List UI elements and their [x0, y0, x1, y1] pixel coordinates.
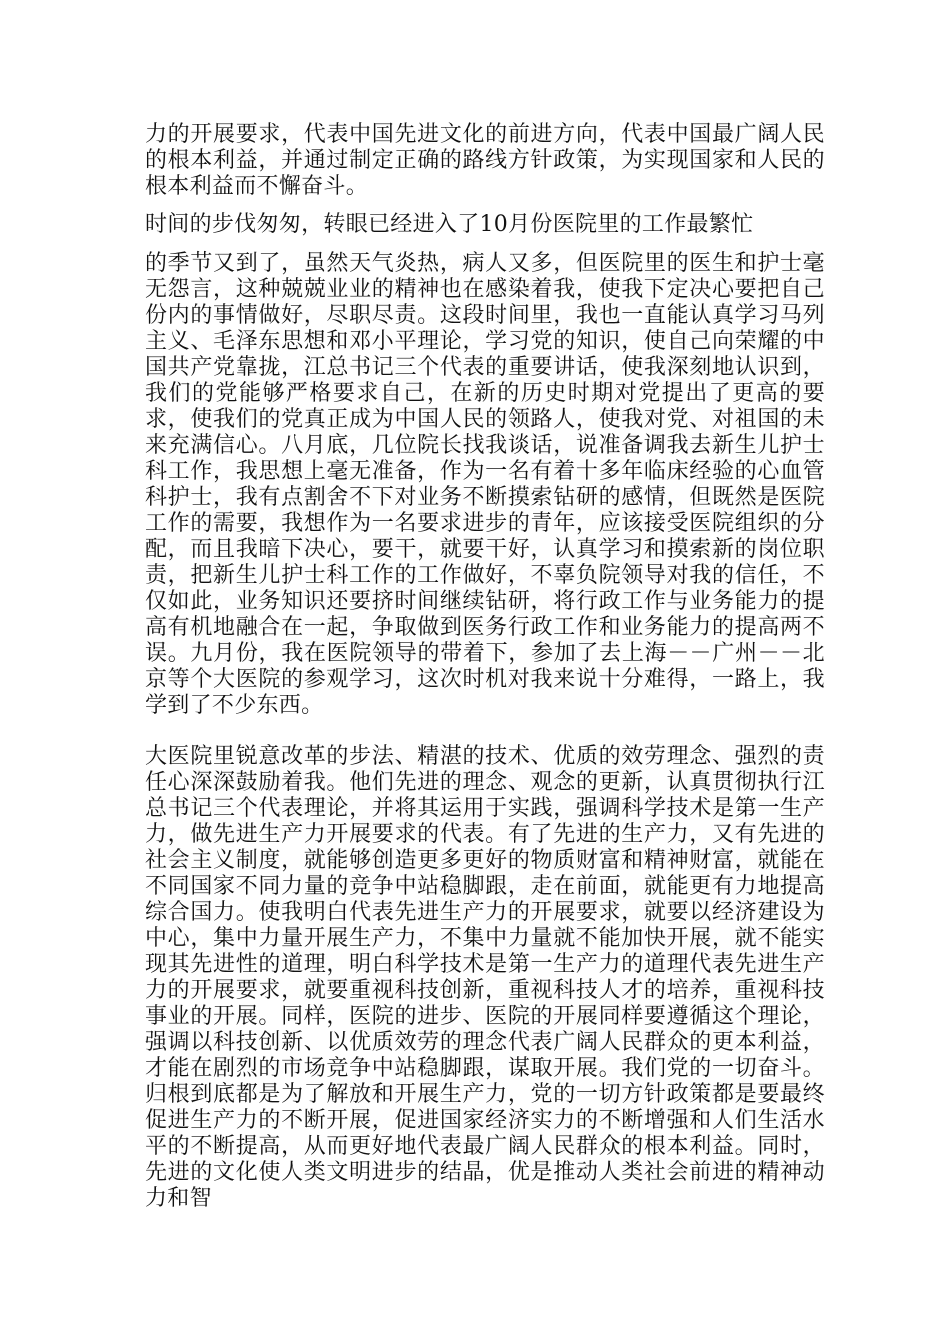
paragraph-3: 的季节又到了，虽然天气炎热，病人又多，但医院里的医生和护士毫无怨言，这种兢兢业业的精神也在感染着我，使我下定决心要把自己份内的事情做好，尽职尽责。这段时间里，我也一直能认真学习马列主义、毛泽东思想和邓小平理论，学习党的知识，使自己向荣耀的中国共产党靠拢，江总书记三个代表的重要讲话，使我深刻地认识到，我们的党能够严格要求自己，在新的历史时期对党提出了更高的要求，使我们的党真正成为中国人民的领路人，使我对党、对祖国的未来充满信心。八月底，几位院长找我谈话，说准备调我去新生儿护士科工作，我思想上毫无准备，作为一名有着十多年临床经验的心血管科护士，我有点割舍不下对业务不断摸索钻研的感情，但既然是医院工作的需要，我想作为一名要求进步的青年，应该接受医院组织的分配，而且我暗下决心，要干，就要干好，认真学习和摸索新的岗位职责，把新生儿护士科工作的工作做好，不辜负院领导对我的信任，不仅如此，业务知识还要挤时间继续钻研，将行政工作与业务能力的提高有机地融合在一起，争取做到医务行政工作和业务能力的提高两不误。九月份，我在医院领导的带着下，参加了去上海－－广州－－北京等个大医院的参观学习，这次时机对我来说十分难得，一路上，我学到了不少东西。 — [145, 251, 825, 718]
paragraph-4: 大医院里锐意改革的步法、精湛的技术、优质的效劳理念、强烈的责任心深深鼓励着我。他们先进的理念、观念的更新，认真贯彻执行江总书记三个代表理论，并将其运用于实践，强调科学技术是第一生产力，做先进生产力开展要求的代表。有了先进的生产力，又有先进的社会主义制度，就能够创造更多更好的物质财富和精神财富，就能在不同国家不同力量的竞争中站稳脚跟，走在前面，就能更有力地提高综合国力。使我明白代表先进生产力的开展要求，就要以经济建设为中心，集中力量开展生产力，不集中力量就不能加快开展，就不能实现其先进性的道理，明白科学技术是第一生产力的道理代表先进生产力的开展要求，就要重视科技创新，重视科技人才的培养，重视科技事业的开展。同样，医院的进步、医院的开展同样要遵循这个理论，强调以科技创新、以优质效劳的理念代表广阔人民群众的更本利益，才能在剧烈的市场竞争中站稳脚跟，谋取开展。我们党的一切奋斗。归根到底都是为了解放和开展生产力，党的一切方针政策都是要最终促进生产力的不断开展，促进国家经济实力的不断增强和人们生活水平的不断提高，从而更好地代表最广阔人民群众的根本利益。同时，先进的文化使人类文明进步的结晶，优是推动人类社会前进的精神动力和智 — [145, 744, 825, 1211]
paragraph-1: 力的开展要求，代表中国先进文化的前进方向，代表中国最广阔人民的根本利益，并通过制定正确的路线方针政策，为实现国家和人民的根本利益而不懈奋斗。 — [145, 122, 825, 199]
paragraph-2: 时间的步伐匆匆，转眼已经进入了10月份医院里的工作最繁忙 — [145, 212, 754, 237]
